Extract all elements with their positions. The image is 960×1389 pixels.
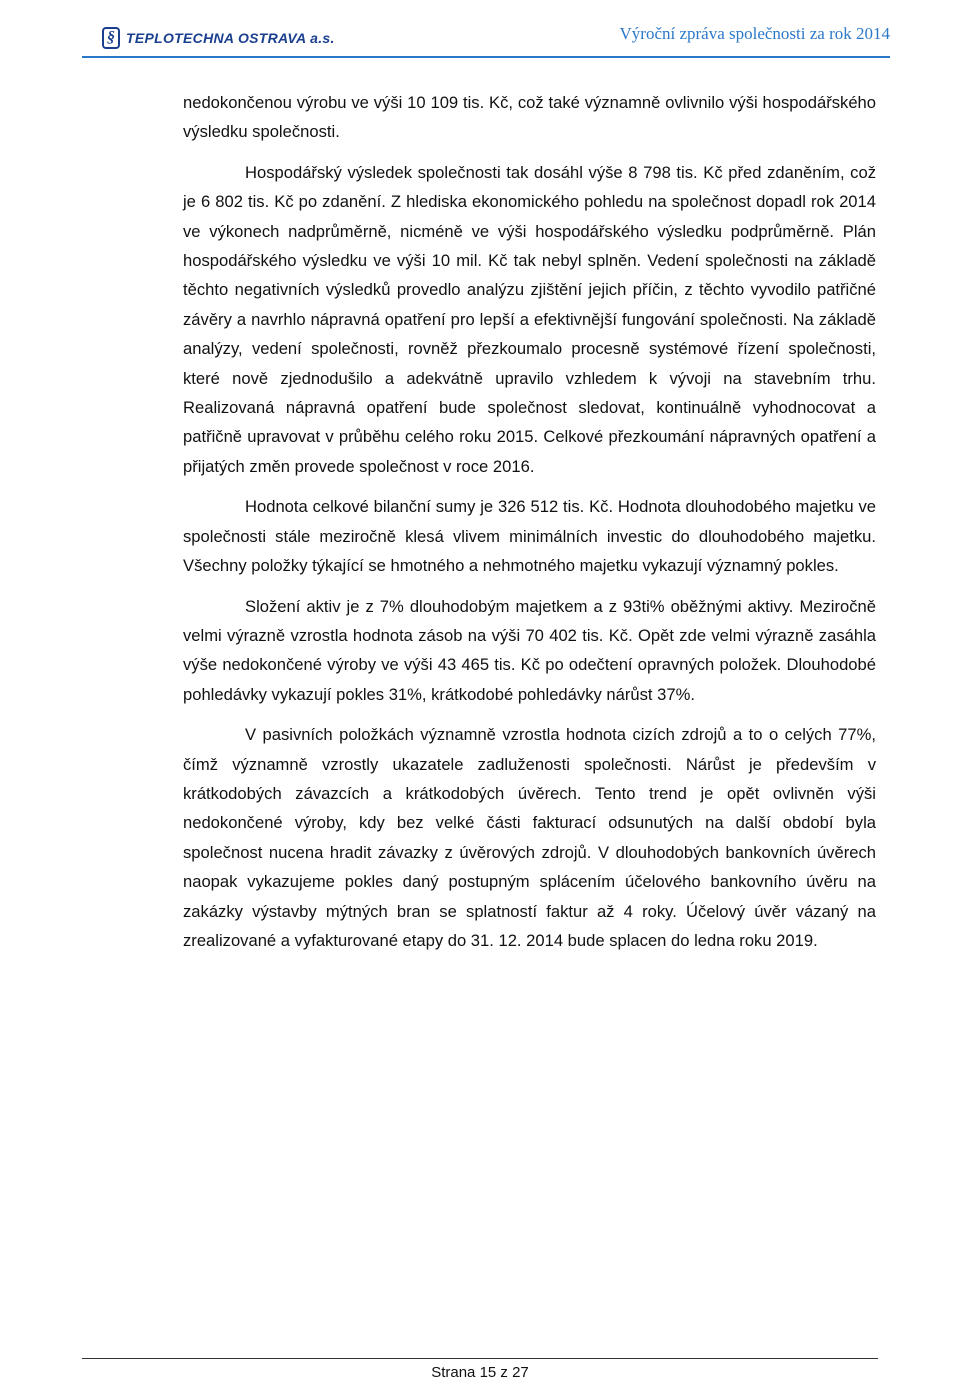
paragraph-3: Hodnota celkové bilanční sumy je 326 512 tis. Kč. Hodnota dlouhodobého majetku ve společnosti stále meziročně klesá vlivem minimálních investic do dlouhodobého majetku. Všechny položky týkající se hmotného a nehmotného majetku vykazují významný pokles.	[183, 497, 876, 576]
company-logo	[102, 24, 335, 52]
paragraph-4: Složení aktiv je z 7% dlouhodobým majetkem a z 93ti% oběžnými aktivy. Meziročně velmi výrazně vzrostla hodnota zásob na výši 70 402 tis. Kč. Opět zde velmi výrazně zasáhla výše nedokončené výroby ve výši 43 465 tis. Kč po odečtení opravných položek. Dlouhodobé pohledávky vykazují pokles 31%, krátkodobé pohledávky nárůst 37%.	[183, 596, 876, 704]
footer-divider	[82, 1358, 878, 1359]
logo-text: TEPLOTECHNA OSTRAVA a.s.	[126, 30, 335, 46]
report-title: Výroční zpráva společnosti za rok 2014	[619, 24, 890, 43]
header-divider	[82, 56, 890, 58]
paragraph-5: V pasivních položkách významně vzrostla hodnota cizích zdrojů a to o celých 77%, čímž významně vzrostly ukazatele zadluženosti společnosti. Nárůst je především v krátkodobých závazcích a krátkodobých úvěrech. Tento trend je opět ovlivněn výši nedokončené výroby, kdy bez velké části fakturací odsunutých na další období byla společnost nucena hradit závazky z úvěrových zdrojů. V dlouhodobých bankovních úvěrech naopak vykazujeme pokles daný postupným splácením účelového bankovního úvěru na zakázky výstavby mýtných bran se splatností faktur až 4 roky. Účelový úvěr vázaný na zrealizované a vyfakturované etapy do 31. 12. 2014 bude splacen do ledna roku 2019.	[183, 725, 876, 950]
page-number: Strana 15 z 27	[431, 1364, 529, 1381]
page-header	[82, 18, 890, 58]
paragraph-1: nedokončenou výrobu ve výši 10 109 tis. Kč, což také významně ovlivnilo výši hospodářského výsledku společnosti.	[183, 93, 876, 142]
logo-mark-icon: §	[102, 27, 120, 49]
document-body	[183, 88, 876, 955]
paragraph-2: Hospodářský výsledek společnosti tak dosáhl výše 8 798 tis. Kč před zdaněním, což je 6 802 tis. Kč po zdanění. Z hlediska ekonomického pohledu na společnost dopadl rok 2014 ve výkonech nadprůměrně, nicméně ve výši hospodářského výsledku podprůměrně. Plán hospodářského výsledku ve výši 10 mil. Kč tak nebyl splněn. Vedení společnosti na základě těchto negativních výsledků provedlo analýzu zjištění jejich příčin, z těchto vyvodilo patřičné závěry a navrhlo nápravná opatření pro lepší a efektivnější fungování společnosti. Na základě analýzy, vedení společnosti, rovněž přezkoumalo procesně systémové řízení společnosti, které nově zjednodušilo a adekvátně upravilo vzhledem k vývoji na stavebním trhu. Realizovaná nápravná opatření bude společnost sledovat, kontinuálně vyhodnocovat a patřičně upravovat v průběhu celého roku 2015. Celkové přezkoumání nápravných opatření a přijatých změn provede společnost v roce 2016.	[183, 162, 876, 476]
